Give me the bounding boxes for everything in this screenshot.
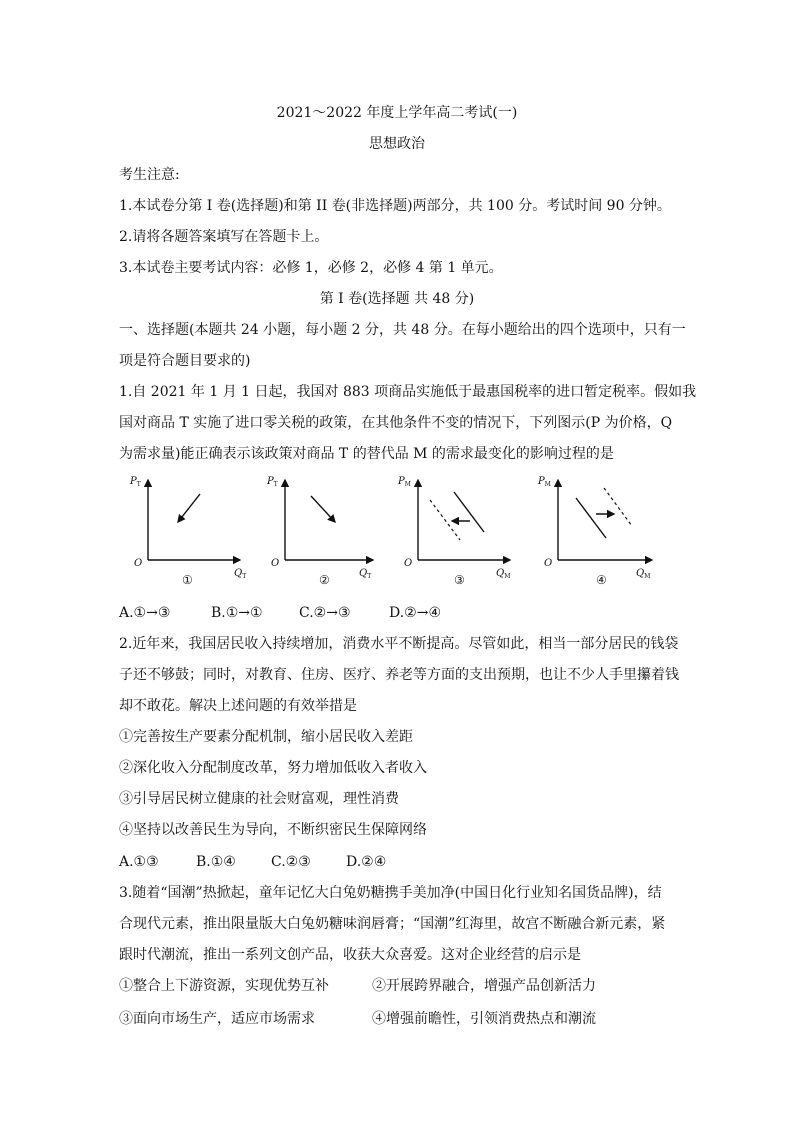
- graph-1: [128, 474, 268, 594]
- q1-stem: 为需求量)能正确表示该政策对商品 T 的替代品 M 的需求最变化的影响过程的是: [119, 446, 614, 462]
- q2-stem: 却不敢花。解决上述问题的有效举措是: [119, 698, 357, 714]
- q2-statement: ④坚持以改善民生为导向，不断织密民生保障网络: [119, 822, 427, 838]
- q2-option-c[interactable]: C.②③: [271, 854, 311, 870]
- x-axis-label: $Q_M$: [636, 568, 651, 580]
- q2-stem: 子还不够鼓；同时，对教育、住房、医疗、养老等方面的支出预期，也让不少人手里攥着钱: [119, 667, 679, 683]
- q1-option-b[interactable]: B.①→①: [211, 605, 263, 621]
- graph-4: [538, 474, 678, 594]
- notice-heading: 考生注意:: [119, 167, 180, 183]
- graph-number: ③: [454, 573, 465, 587]
- q3-statement: ①整合上下游资源，实现优势互补: [119, 978, 329, 994]
- original-demand-curve: [576, 498, 606, 538]
- graph-number: ④: [596, 573, 607, 587]
- q2-option-b[interactable]: B.①④: [196, 854, 236, 870]
- new-demand-curve: [604, 488, 632, 526]
- graph-number: ①: [182, 573, 193, 587]
- original-demand-curve: [430, 500, 460, 540]
- section-intro: 项是符合题目要求的): [119, 353, 251, 369]
- x-axis-label: $Q_T$: [234, 568, 247, 580]
- q1-option-c[interactable]: C.②→③: [299, 605, 351, 621]
- origin-label: O: [404, 558, 413, 569]
- shift-arrow: [311, 496, 335, 522]
- origin-label: O: [271, 558, 280, 569]
- origin-label: O: [544, 558, 553, 569]
- graph-number: ②: [319, 573, 330, 587]
- x-axis-label: $Q_M$: [496, 568, 511, 580]
- y-axis-label: $P_M$: [398, 476, 411, 488]
- q3-statement: ②开展跨界融合，增强产品创新活力: [372, 978, 596, 994]
- q3-stem: 跟时代潮流，推出一系列文创产品，收获大众喜爱。这对企业经营的启示是: [119, 947, 581, 963]
- q3-statement: ③面向市场生产，适应市场需求: [119, 1011, 315, 1027]
- q3-stem: 合现代元素，推出限量版大白兔奶糖味润唇膏；“国潮”红海里，故宫不断融合新元素，紧: [119, 916, 666, 932]
- q1-option-a[interactable]: A.①→③: [119, 605, 171, 621]
- notice-item: 1.本试卷分第 I 卷(选择题)和第 II 卷(非选择题)两部分，共 100 分。考试时间 90 分钟。: [119, 198, 671, 214]
- section-title: 第 I 卷(选择题 共 48 分): [319, 291, 475, 307]
- q2-option-a[interactable]: A.①③: [119, 854, 159, 870]
- y-axis-label: $P_T$: [130, 476, 141, 488]
- y-axis-label: $P_T$: [267, 476, 278, 488]
- q2-statement: ①完善按生产要素分配机制，缩小居民收入差距: [119, 729, 413, 745]
- q3-stem: 3.随着“国潮”热掀起，童年记忆大白兔奶糖携手美加净(中国日化行业知名国货品牌)，结: [119, 885, 662, 901]
- graph-2: [263, 474, 403, 594]
- shift-arrow: [178, 494, 200, 522]
- graph-3: [398, 474, 538, 594]
- origin-label: O: [134, 558, 143, 569]
- subject-title: 思想政治: [369, 136, 425, 152]
- notice-item: 2.请将各题答案填写在答题卡上。: [119, 229, 329, 245]
- exam-title: 2021～2022 年度上学年高二考试(一): [276, 105, 518, 121]
- y-axis-label: $P_M$: [538, 476, 551, 488]
- q2-statement: ③引导居民树立健康的社会财富观，理性消费: [119, 791, 399, 807]
- q2-statement: ②深化收入分配制度改革，努力增加低收入者收入: [119, 760, 427, 776]
- q2-stem: 2.近年来，我国居民收入持续增加，消费水平不断提高。尽管如此，相当一部分居民的钱袋: [119, 636, 679, 652]
- q1-stem: 国对商品 T 实施了进口零关税的政策，在其他条件不变的情况下，下列图示(P 为价格，Q: [119, 415, 673, 431]
- new-demand-curve: [454, 492, 484, 532]
- q3-statement: ④增强前瞻性，引领消费热点和潮流: [372, 1011, 596, 1027]
- q1-option-d[interactable]: D.②→④: [389, 605, 442, 621]
- notice-item: 3.本试卷主要考试内容：必修 1，必修 2，必修 4 第 1 单元。: [119, 260, 503, 276]
- q1-stem: 1.自 2021 年 1 月 1 日起，我国对 883 项商品实施低于最惠国税率的进口暂定税率。假如我: [119, 384, 697, 400]
- section-intro: 一、选择题(本题共 24 小题，每小题 2 分，共 48 分。在每小题给出的四个选项中，只有一: [119, 322, 686, 338]
- q2-option-d[interactable]: D.②④: [346, 854, 387, 870]
- x-axis-label: $Q_T$: [359, 568, 372, 580]
